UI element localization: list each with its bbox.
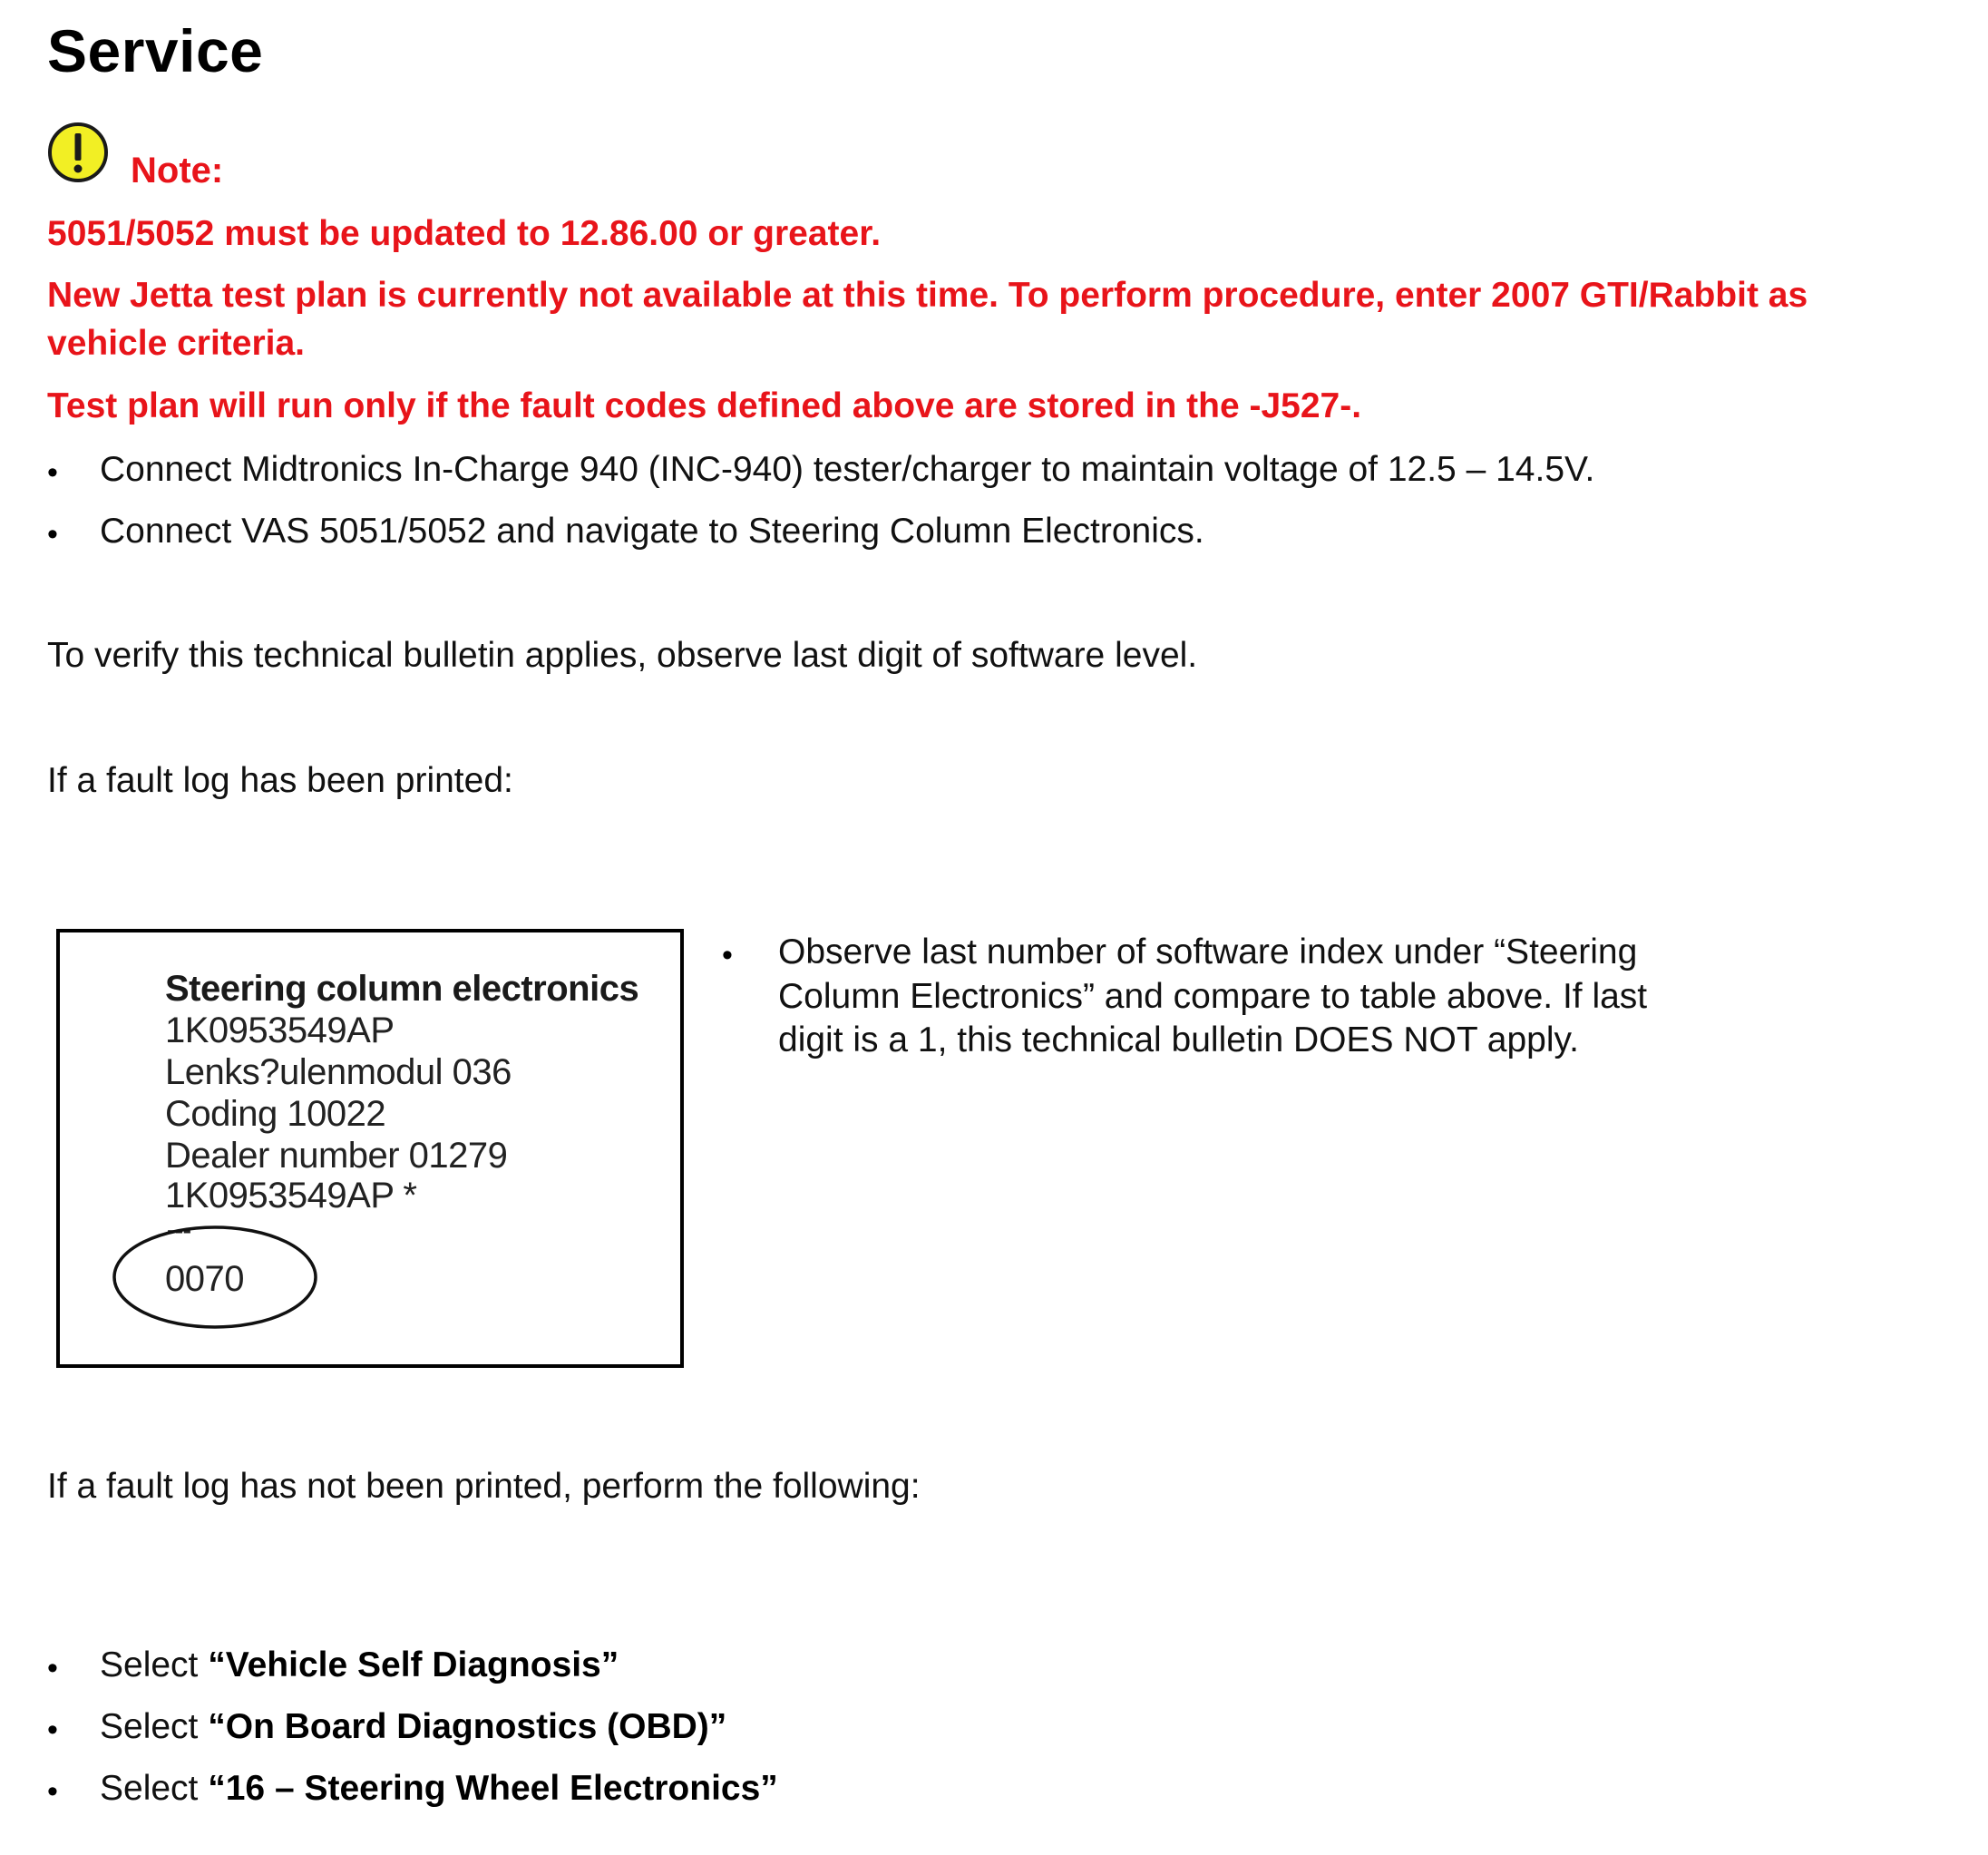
step-connect-charger: Connect Midtronics In-Charge 940 (INC-940) tester/charger to maintain voltage of 12.5 – 14.5V.	[100, 450, 1595, 489]
printed-paragraph: If a fault log has been printed:	[47, 761, 513, 800]
bullet-marker: •	[47, 517, 58, 552]
select-value: “16 – Steering Wheel Electronics”	[208, 1769, 778, 1808]
fault-log-module: Lenks?ulenmodul 036	[165, 1052, 512, 1092]
fault-log-dealer-number: Dealer number 01279	[165, 1136, 508, 1176]
bullet-marker: •	[47, 1651, 58, 1685]
bullet-marker: •	[47, 1713, 58, 1747]
select-prefix: Select	[100, 1707, 209, 1746]
fault-log-coding: Coding 10022	[165, 1094, 386, 1134]
fault-log-software-level: 0070	[165, 1259, 244, 1299]
bullet-marker: •	[722, 938, 733, 972]
select-value: “Vehicle Self Diagnosis”	[208, 1645, 619, 1684]
note-label: Note:	[131, 151, 224, 190]
step-select-self-diagnosis	[100, 1645, 619, 1685]
verify-paragraph: To verify this technical bulletin applies, observe last digit of software level.	[47, 636, 1198, 675]
step-select-obd	[100, 1707, 726, 1747]
fault-log-dash: ---	[167, 1216, 191, 1244]
not-printed-paragraph: If a fault log has not been printed, perform the following:	[47, 1467, 921, 1506]
bullet-marker: •	[47, 1774, 58, 1809]
note-line-update: 5051/5052 must be updated to 12.86.00 or greater.	[47, 214, 882, 253]
fault-log-box	[56, 929, 684, 1368]
select-value: “On Board Diagnostics (OBD)”	[208, 1707, 727, 1746]
fault-log-part-number-alt: 1K0953549AP *	[165, 1176, 417, 1216]
note-line-test-plan-cont: vehicle criteria.	[47, 324, 306, 363]
select-prefix: Select	[100, 1645, 209, 1684]
step-connect-vas: Connect VAS 5051/5052 and navigate to Steering Column Electronics.	[100, 512, 1204, 551]
bullet-marker: •	[47, 455, 58, 490]
fault-log-heading: Steering column electronics	[165, 969, 639, 1009]
note-line-fault-codes: Test plan will run only if the fault codes defined above are stored in the -J527-.	[47, 386, 1362, 425]
fault-log-part-number: 1K0953549AP	[165, 1010, 395, 1050]
page-title: Service	[47, 17, 264, 84]
select-prefix: Select	[100, 1769, 209, 1808]
step-select-steering-wheel	[100, 1769, 778, 1809]
software-index-note: Observe last number of software index under “Steering Column Electronics” and compare to table above. If last digit is a 1, this technical bulletin DOES NOT apply.	[778, 932, 1648, 1059]
caution-exclamation-icon	[47, 122, 109, 183]
note-line-test-plan: New Jetta test plan is currently not available at this time. To perform procedure, enter 2007 GTI/Rabbit as	[47, 276, 1808, 315]
